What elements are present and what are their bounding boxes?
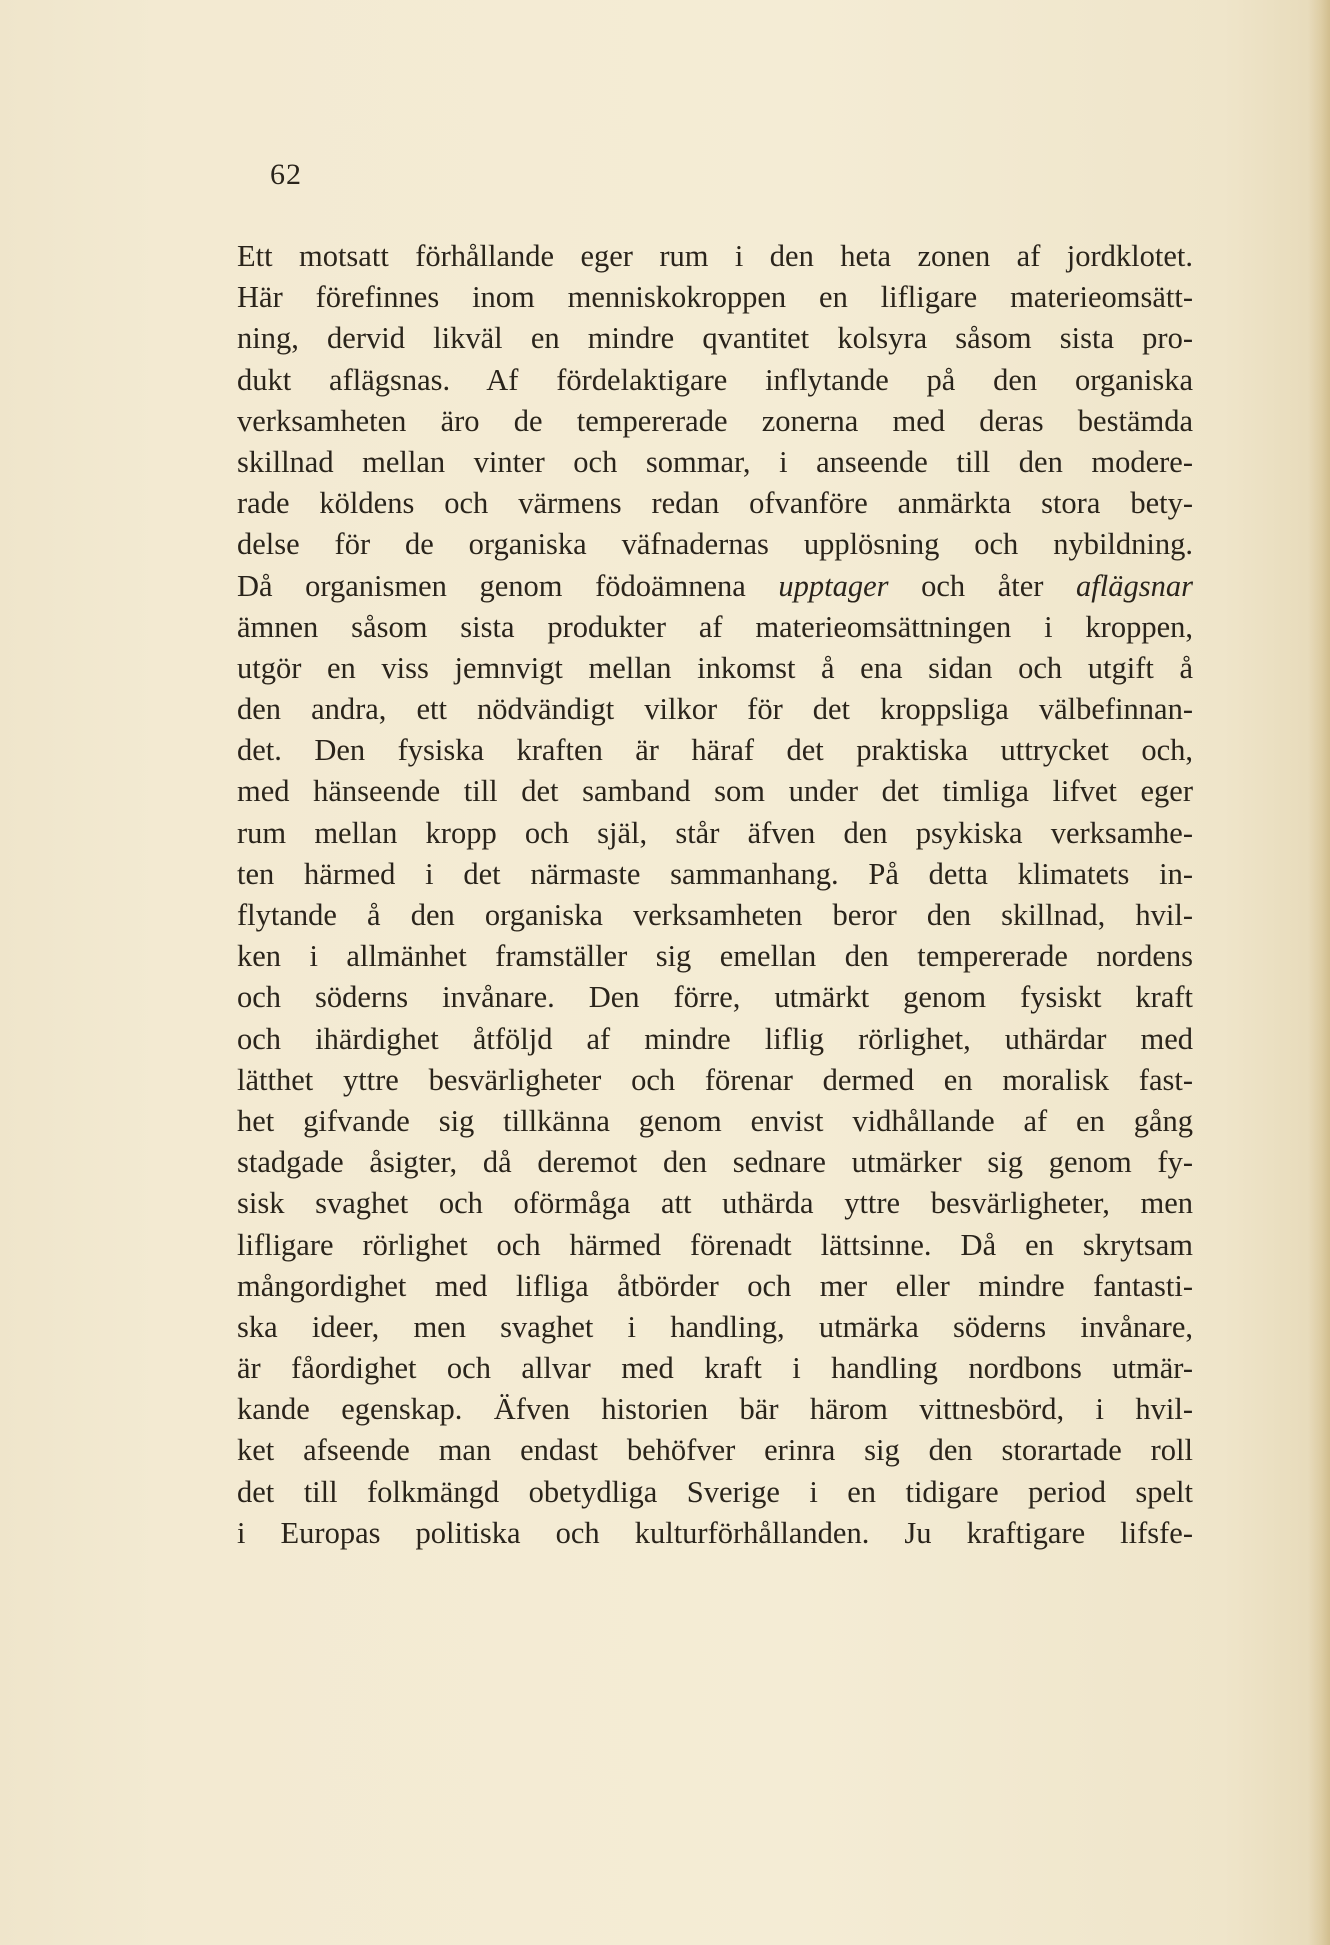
text-line: är fåordighet och allvar med kraft i handling nordbons utmär- xyxy=(237,1351,1193,1386)
text-line: lifligare rörlighet och härmed förenadt lättsinne. Då en skrytsam xyxy=(237,1227,1193,1262)
text-line: mångordighet med lifliga åtbörder och mer eller mindre fantasti- xyxy=(237,1268,1193,1303)
text-line: ämnen såsom sista produkter af materieomsättningen i kroppen, xyxy=(237,609,1193,644)
text-line: sisk svaghet och oförmåga att uthärda yttre besvärligheter, men xyxy=(237,1186,1193,1221)
text-line: utgör en viss jemnvigt mellan inkomst å ena sidan och utgift å xyxy=(237,650,1193,685)
text-segment: Då organismen genom födoämnena xyxy=(237,568,779,603)
text-line: stadgade åsigter, då deremot den sednare utmärker sig genom fy- xyxy=(237,1145,1193,1180)
emphasized-word: upptager xyxy=(778,568,889,603)
text-line-with-emphasis xyxy=(237,566,1193,607)
text-line: och söderns invånare. Den förre, utmärkt genom fysiskt kraft xyxy=(237,980,1193,1015)
emphasized-word: aflägsnar xyxy=(1076,568,1193,603)
text-line: den andra, ett nödvändigt vilkor för det kroppsliga välbefinnan- xyxy=(237,692,1193,727)
text-line: det till folkmängd obetydliga Sverige i en tidigare period spelt xyxy=(237,1474,1193,1509)
text-line: ning, dervid likväl en mindre qvantitet kolsyra såsom sista pro- xyxy=(237,321,1193,356)
text-line: skillnad mellan vinter och sommar, i anseende till den modere- xyxy=(237,444,1193,479)
text-line: delse för de organiska väfnadernas upplösning och nybildning. xyxy=(237,527,1193,562)
text-line: ten härmed i det närmaste sammanhang. På detta klimatets in- xyxy=(237,856,1193,891)
text-line: dukt aflägsnas. Af fördelaktigare inflytande på den organiska xyxy=(237,362,1193,397)
text-segment: och åter xyxy=(888,568,1077,603)
text-line: kande egenskap. Äfven historien bär härom vittnesbörd, i hvil- xyxy=(237,1392,1193,1427)
text-line: verksamheten äro de tempererade zonerna med deras bestämda xyxy=(237,403,1193,438)
text-line: rum mellan kropp och själ, står äfven den psykiska verksamhe- xyxy=(237,815,1193,850)
page-edge-shadow xyxy=(1308,0,1330,1945)
text-line: ska ideer, men svaghet i handling, utmärka söderns invånare, xyxy=(237,1309,1193,1344)
text-line: ket afseende man endast behöfver erinra sig den storartade roll xyxy=(237,1433,1193,1468)
page-number: 62 xyxy=(270,158,302,191)
text-line: och ihärdighet åtföljd af mindre liflig rörlighet, uthärdar med xyxy=(237,1021,1193,1056)
text-line: Här förefinnes inom menniskokroppen en lifligare materieomsätt- xyxy=(237,280,1193,315)
text-line: det. Den fysiska kraften är häraf det praktiska uttrycket och, xyxy=(237,733,1193,768)
text-line: het gifvande sig tillkänna genom envist vidhållande af en gång xyxy=(237,1103,1193,1138)
text-line: flytande å den organiska verksamheten beror den skillnad, hvil- xyxy=(237,898,1193,932)
text-line: ken i allmänhet framställer sig emellan den tempererade nordens xyxy=(237,939,1193,974)
text-line: Ett motsatt förhållande eger rum i den heta zonen af jordklotet. xyxy=(237,239,1193,273)
text-line: med hänseende till det samband som under det timliga lifvet eger xyxy=(237,774,1193,809)
text-line: i Europas politiska och kulturförhållanden. Ju kraftigare lifsfe- xyxy=(237,1515,1193,1550)
text-line: rade köldens och värmens redan ofvanföre anmärkta stora bety- xyxy=(237,486,1193,521)
body-text xyxy=(237,236,1193,1554)
text-line: lätthet yttre besvärligheter och förenar dermed en moralisk fast- xyxy=(237,1062,1193,1097)
